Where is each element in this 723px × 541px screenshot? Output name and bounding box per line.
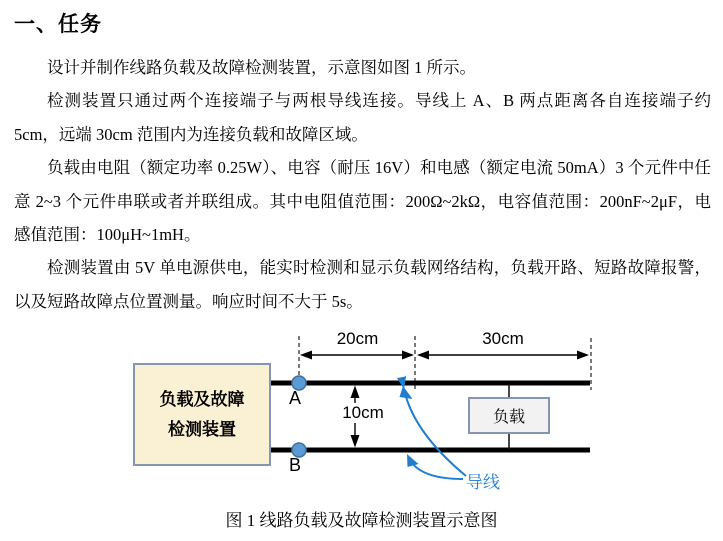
load-box (468, 397, 550, 434)
dim-10cm-top-arrowhead-icon (351, 386, 360, 399)
terminal-a-label: A (289, 388, 302, 408)
dim-20cm-left-arrowhead-icon (300, 351, 312, 360)
figure-1-diagram (0, 328, 723, 505)
dim-10cm-bottom-arrowhead-icon (351, 435, 360, 448)
paragraph-4: 检测装置由 5V 单电源供电，能实时检测和显示负载网络结构，负载开路、短路故障报警，以及短路故障点位置测量。响应时间不大于 5s。 (14, 258, 711, 311)
wire-callout-arrow-bottom (409, 458, 463, 479)
load-label: 负载 (492, 409, 525, 426)
detector-label-line2: 检测装置 (168, 419, 236, 439)
detector-label-line1: 负载及故障 (159, 389, 245, 409)
figure-caption: 图 1 线路负载及故障检测装置示意图 (225, 511, 498, 530)
terminal-b-label: B (289, 455, 302, 475)
wire-callout-label: 导线 (466, 473, 500, 492)
paragraph-2: 检测装置只通过两个连接端子与两根导线连接。导线上 A、B 两点距离各自连接端子约 5cm，远端 30cm 范围内为连接负载和故障区域。 (14, 91, 711, 144)
wire-callout-arrowhead-top-icon (400, 386, 413, 399)
wire-callout-arrowhead-bottom-icon (407, 454, 419, 467)
dim-30cm-right-arrowhead-icon (577, 351, 589, 360)
dim-20cm-right-arrowhead-icon (402, 351, 414, 360)
paragraph-3: 负载由电阻（额定功率 0.25W）、电容（耐压 16V）和电感（额定电流 50mA）3 个元件中任意 2~3 个元件串联或者并联组成。其中电阻值范围：200Ω~2kΩ，电容值范围：200nF~2μF，电感值范围：100μH~1mH。 (14, 158, 711, 245)
task-section (14, 8, 711, 318)
section-title: 一、任务 (14, 13, 102, 36)
dim-30cm-left-arrowhead-icon (417, 351, 429, 360)
dim-20cm-label: 20cm (336, 329, 379, 348)
dim-10cm-label: 10cm (334, 403, 392, 423)
detector-device-box (133, 363, 271, 466)
dim-30cm-label: 30cm (482, 329, 524, 348)
paragraph-1: 设计并制作线路负载及故障检测装置，示意图如图 1 所示。 (47, 58, 476, 77)
